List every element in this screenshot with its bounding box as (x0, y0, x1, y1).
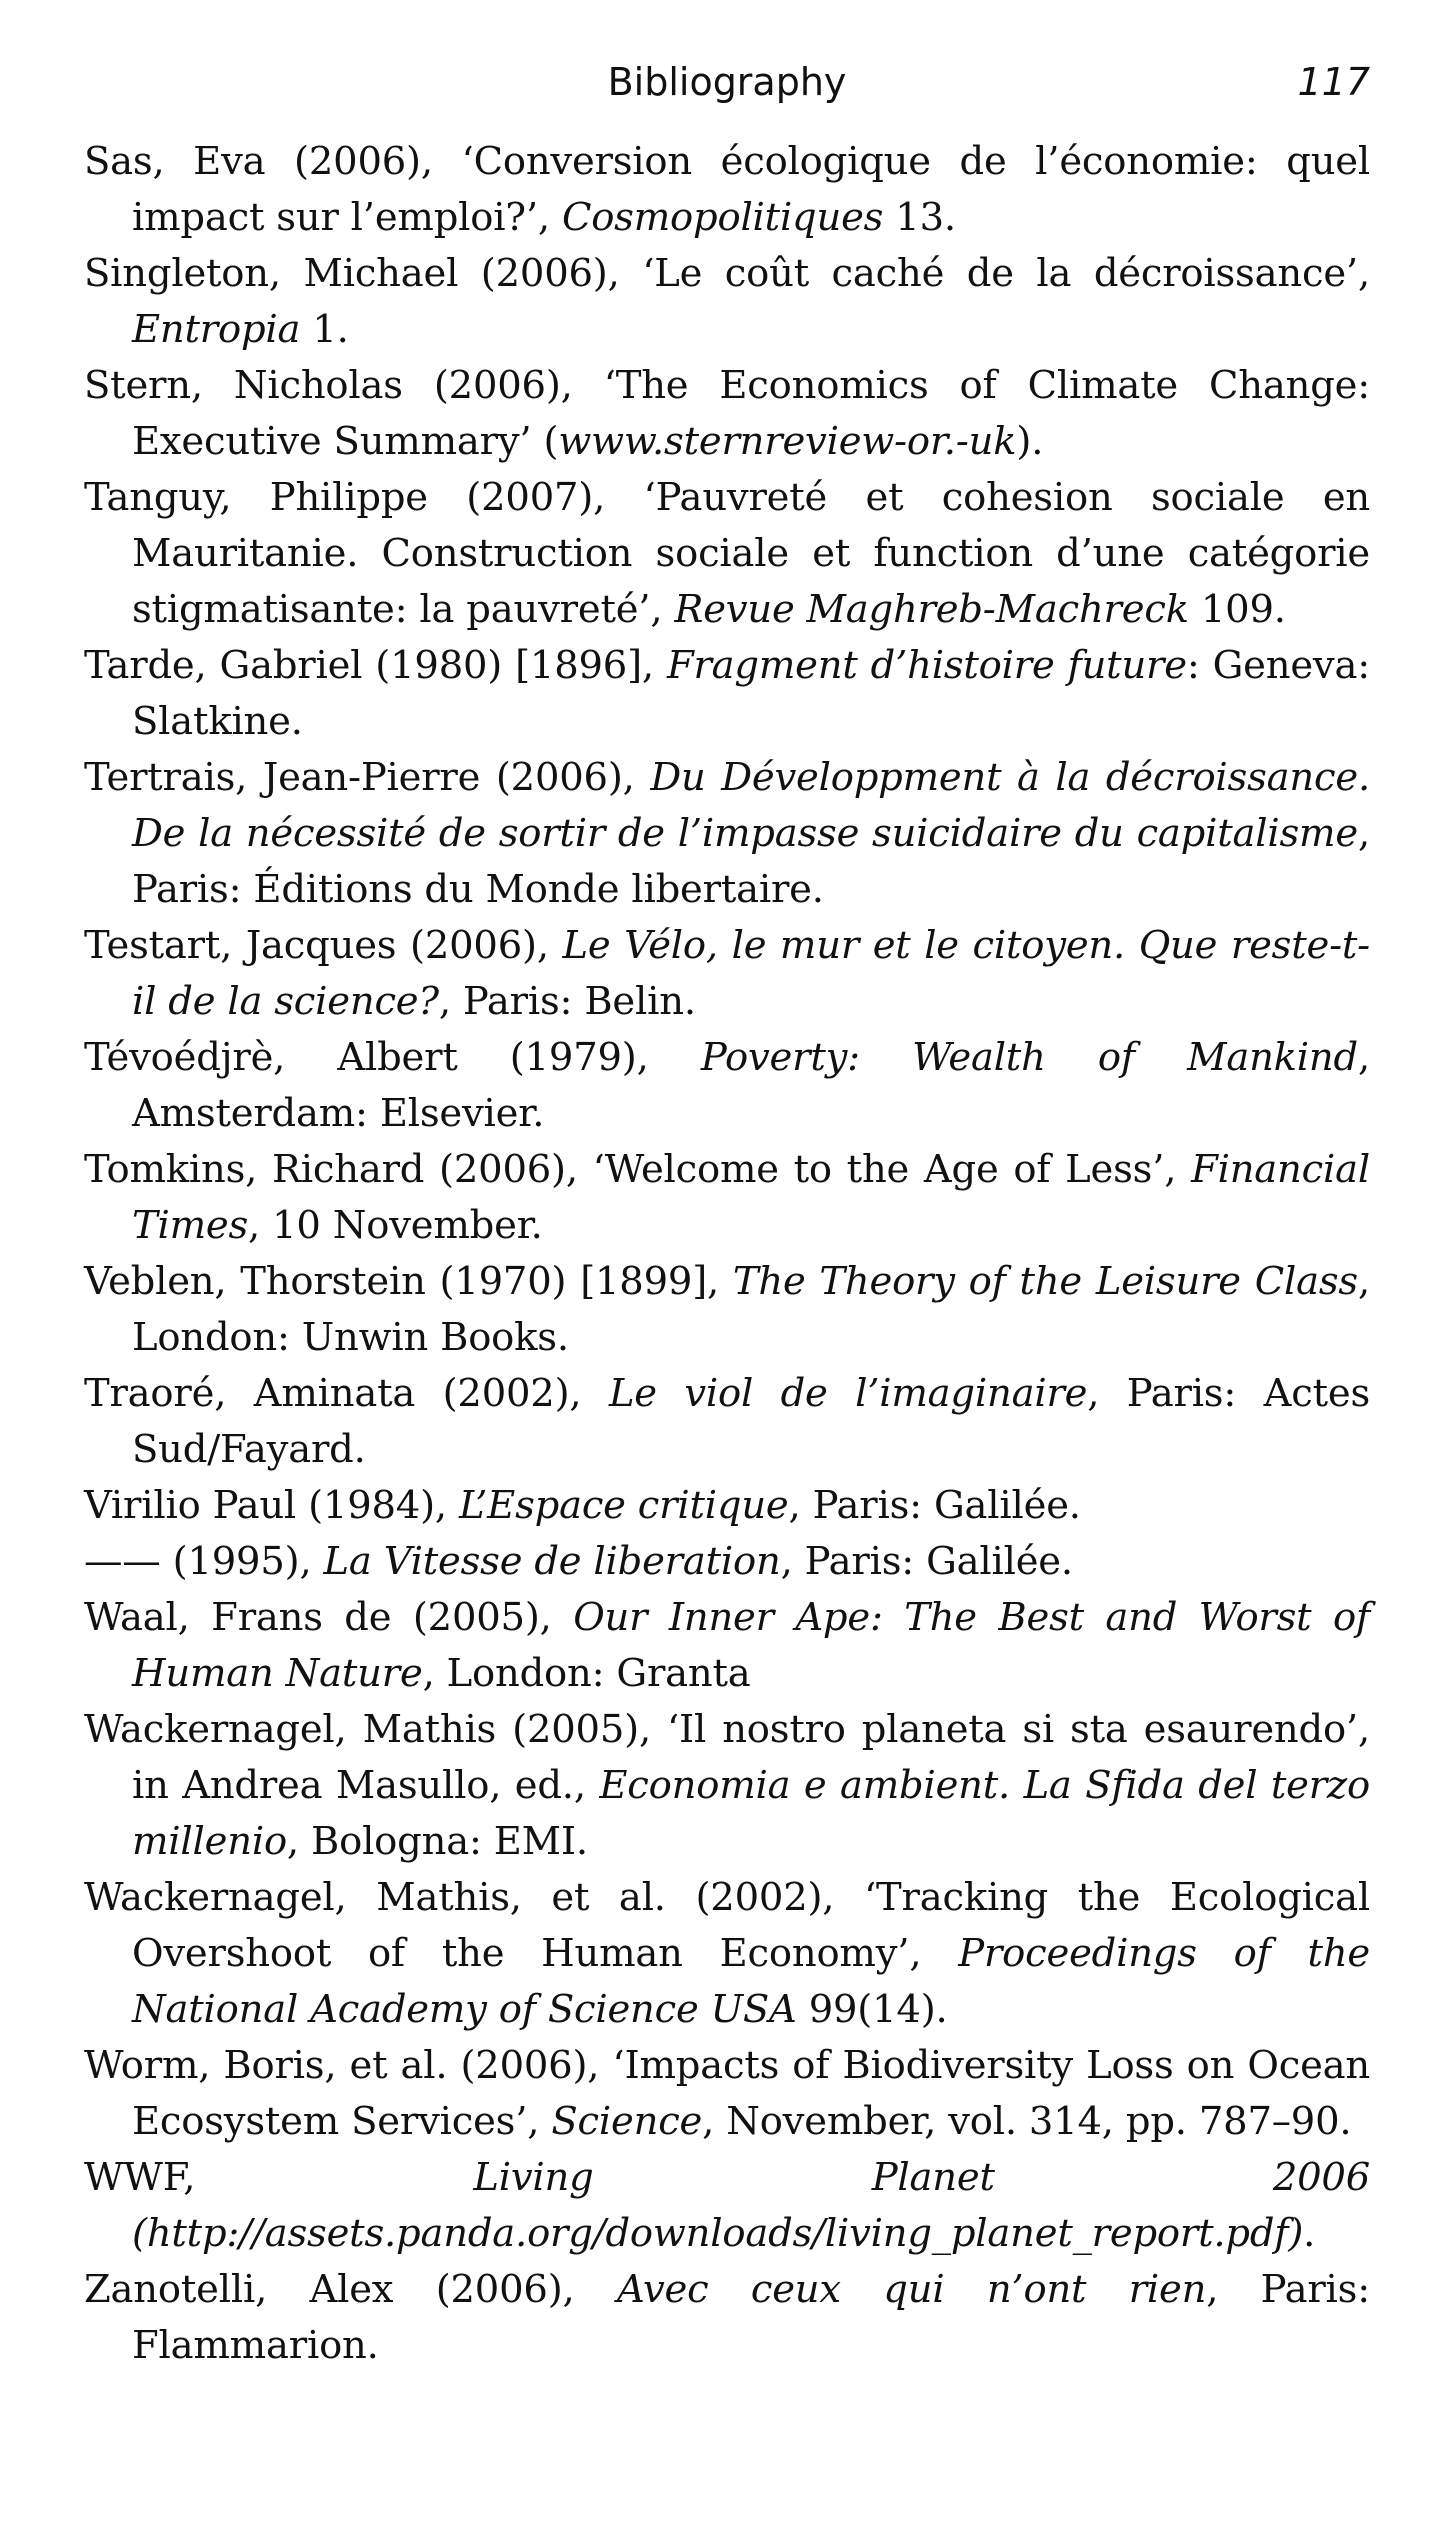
entry-text: Wackernagel, Mathis, et al. (2002), ‘Tracking the Ecological Overshoot of the Human Economy’, (84, 1875, 1370, 1976)
bibliography-entry (84, 1478, 1370, 1534)
entry-title-italic: Our Inner Ape: The Best and Worst of Human Nature (132, 1595, 1370, 1696)
entry-text: , Paris: Flammarion. (132, 2267, 1370, 2368)
bibliography-list (84, 134, 1370, 2374)
bibliography-entry (84, 638, 1370, 750)
entry-text: , Paris: Actes Sud/Fayard. (132, 1371, 1370, 1472)
entry-title-italic: L’Espace critique (458, 1483, 789, 1528)
entry-title-italic: Science (551, 2099, 703, 2144)
entry-text: , Paris: Galilée. (788, 1483, 1081, 1528)
running-title: Bibliography (607, 60, 847, 104)
entry-text: Waal, Frans de (2005), (84, 1595, 574, 1640)
entry-text: Virilio Paul (1984), (84, 1483, 459, 1528)
entry-title-italic: Fragment d’histoire future (666, 643, 1187, 688)
bibliography-entry (84, 1534, 1370, 1590)
entry-title-italic: Du Développment à la décroissance. De la nécessité de sortir de l’impasse suicidaire du capitalisme (132, 755, 1370, 856)
entry-text: , Paris: Galilée. (780, 1539, 1073, 1584)
entry-text: 1. (300, 307, 349, 352)
entry-title-italic: Living Planet 2006 (http://assets.panda.org/downloads/living_planet_report.pdf) (132, 2155, 1370, 2256)
entry-text: : Geneva: Slatkine. (132, 643, 1370, 744)
entry-text: Worm, Boris, et al. (2006), ‘Impacts of Biodiversity Loss on Ocean Ecosystem Services’, (84, 2043, 1370, 2144)
entry-text: , Paris: Belin. (438, 979, 696, 1024)
entry-text: . (1303, 2211, 1316, 2256)
bibliography-entry (84, 2038, 1370, 2150)
entry-text: , Amsterdam: Elsevier. (132, 1035, 1370, 1136)
entry-text: , London: Unwin Books. (132, 1259, 1370, 1360)
entry-text: Stern, Nicholas (2006), ‘The Economics of Climate Change: Executive Summary’ ( (84, 363, 1370, 464)
entry-title-italic: The Theory of the Leisure Class (732, 1259, 1358, 1304)
entry-title-italic: Cosmopolitiques (561, 195, 884, 240)
entry-text: Tomkins, Richard (2006), ‘Welcome to the Age of Less’, (84, 1147, 1192, 1192)
entry-text: , London: Granta (422, 1651, 751, 1696)
entry-text: Tarde, Gabriel (1980) [1896], (84, 643, 667, 688)
entry-text: , Bologna: EMI. (286, 1819, 588, 1864)
entry-title-italic: Economia e ambient. La Sfida del terzo millenio (132, 1763, 1370, 1864)
bibliography-entry (84, 1590, 1370, 1702)
bibliography-entry (84, 2262, 1370, 2374)
entry-text: 13. (883, 195, 956, 240)
entry-title-italic: Revue Maghreb-Machreck (674, 587, 1189, 632)
entry-text: 109. (1188, 587, 1286, 632)
entry-text: Traoré, Aminata (2002), (84, 1371, 609, 1416)
bibliography-entry (84, 470, 1370, 638)
entry-text: Veblen, Thorstein (1970) [1899], (84, 1259, 733, 1304)
entry-text: —— (1995), (84, 1539, 324, 1584)
bibliography-entry (84, 1142, 1370, 1254)
entry-title-italic: Financial Times (132, 1147, 1370, 1248)
bibliography-entry (84, 750, 1370, 918)
entry-title-italic: Entropia (132, 307, 301, 352)
bibliography-entry (84, 2150, 1370, 2262)
entry-title-italic: Proceedings of the National Academy of Science USA (132, 1931, 1370, 2032)
entry-text: Sas, Eva (2006), ‘Conversion écologique de l’économie: quel impact sur l’emploi?’, (84, 139, 1370, 240)
entry-text: , November, vol. 314, pp. 787–90. (702, 2099, 1352, 2144)
bibliography-entry (84, 246, 1370, 358)
bibliography-entry (84, 1254, 1370, 1366)
entry-title-italic: Poverty: Wealth of Mankind (700, 1035, 1358, 1080)
entry-title-italic: La Vitesse de liberation (323, 1539, 781, 1584)
entry-text: Tanguy, Philippe (2007), ‘Pauvreté et cohesion sociale en Mauritanie. Construction sociale et function d’une catégorie stigmatisante: la pauvreté’, (84, 475, 1370, 632)
entry-title-italic: Avec ceux qui n’ont rien (616, 2267, 1207, 2312)
running-head (84, 52, 1370, 112)
entry-title-italic: Le Vélo, le mur et le citoyen. Que reste-t-il de la science? (132, 923, 1370, 1024)
entry-text: , Paris: Éditions du Monde libertaire. (132, 811, 1370, 912)
bibliography-entry (84, 134, 1370, 246)
bibliography-entry (84, 1030, 1370, 1142)
entry-text: 99(14). (796, 1987, 948, 2032)
bibliography-entry (84, 1702, 1370, 1870)
entry-title-italic: www.sternreview-or.-uk (558, 419, 1017, 464)
entry-text: Zanotelli, Alex (2006), (84, 2267, 617, 2312)
entry-text: Tévoédjrè, Albert (1979), (84, 1035, 701, 1080)
entry-text: Singleton, Michael (2006), ‘Le coût caché de la décroissance’, (84, 251, 1370, 296)
entry-text: Tertrais, Jean-Pierre (2006), (84, 755, 651, 800)
entry-text: ). (1016, 419, 1044, 464)
entry-text: Wackernagel, Mathis (2005), ‘Il nostro planeta si sta esaurendo’, in Andrea Masullo, ed., (84, 1707, 1370, 1808)
page-number: 117 (1297, 60, 1370, 104)
entry-title-italic: Le viol de l’imaginaire (608, 1371, 1088, 1416)
bibliography-entry (84, 918, 1370, 1030)
entry-text: WWF, (84, 2155, 474, 2200)
bibliography-entry (84, 1870, 1370, 2038)
book-page (84, 0, 1370, 2526)
entry-text: , 10 November. (248, 1203, 543, 1248)
bibliography-entry (84, 1366, 1370, 1478)
entry-text: Testart, Jacques (2006), (84, 923, 563, 968)
bibliography-entry (84, 358, 1370, 470)
